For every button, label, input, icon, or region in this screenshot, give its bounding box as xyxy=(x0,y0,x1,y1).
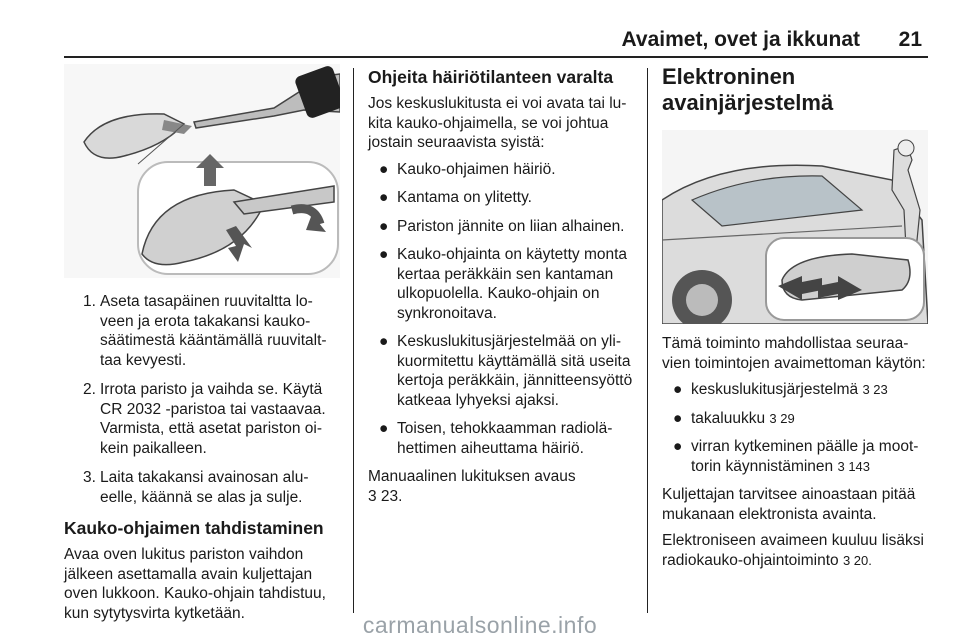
sync-paragraph: Avaa oven lukitus pariston vaihdon jälkeen asettamalla avain kuljettajan oven lukkoon. Kauko-ohjain tahdistuu, kun sytytysvirta kytketään. xyxy=(64,546,326,622)
page-number: 21 xyxy=(898,28,922,51)
list-item: ● Kauko-ohjaimen häiriö. xyxy=(379,160,556,178)
column-2 xyxy=(368,64,634,506)
page-reference-link[interactable]: 3 143 xyxy=(837,458,871,474)
bullet-text: Keskuslukitusjärjestelmää on ylikuormitettu käyttämällä sitä useita kertoja peräkkäin, jännitteensyöttö katkeaa lyhyeksi ajaksi. xyxy=(397,333,633,409)
section-heading-troubleshooting: Ohjeita häiriötilanteen varalta xyxy=(368,67,614,87)
bullet-text: takaluukku xyxy=(691,409,766,427)
bullet-text: Pariston jännite on liian alhainen. xyxy=(397,217,625,235)
page-header-title: Avaimet, ovet ja ikkunat xyxy=(621,28,860,51)
page-reference-link[interactable]: 3 23 xyxy=(862,382,888,397)
page-reference-link[interactable]: 3 23. xyxy=(368,487,403,505)
watermark: carmanualsonline.info xyxy=(362,612,598,638)
step-number: 1. xyxy=(83,293,96,310)
manual-unlock-reference xyxy=(368,467,634,506)
list-item: ● Keskuslukitusjärjestelmää on ylikuormitettu käyttämällä sitä useita kertoja peräkkäin, jännitteensyöttö katkeaa lyhyeksi ajaksi. xyxy=(379,333,633,409)
list-item: ● takaluukku 3 29 xyxy=(673,409,795,427)
list-item: ● Kantama on ylitetty. xyxy=(379,189,532,206)
car-door-handle-illustration xyxy=(662,130,928,324)
column-divider-1 xyxy=(353,68,354,613)
heading-line-1: Elektroninen xyxy=(662,64,796,89)
para-2-text: Elektroniseen avaimeen kuuluu lisäksi radiokauko-ohjaintoiminto xyxy=(662,532,924,569)
step-text: Irrota paristo ja vaihda se. Käytä CR 2032 -paristoa tai vastaavaa. Varmista, että asetat pariston oikein paikalleen. xyxy=(100,381,326,457)
step-text: Laita takakansi avainosan alueelle, käännä se alas ja sulje. xyxy=(100,469,309,506)
bullet-text: Toisen, tehokkaamman radiolähettimen aiheuttama häiriö. xyxy=(397,420,613,457)
manual-unlock-text: Manuaalinen lukituksen avaus xyxy=(368,468,576,485)
list-item: ● Pariston jännite on liian alhainen. xyxy=(379,217,625,235)
troubleshooting-list xyxy=(368,160,634,459)
step-text: Aseta tasapäinen ruuvitaltta loveen ja erota takakansi kaukosäätimestä kääntämällä ruuvitalttaa kevyesti. xyxy=(100,293,327,369)
bullet-text: keskuslukitusjärjestelmä xyxy=(691,381,859,398)
electronic-key-features-list xyxy=(662,380,928,476)
bullet-text: Kantama on ylitetty. xyxy=(397,189,532,206)
list-item xyxy=(64,468,340,507)
battery-steps-list xyxy=(64,292,340,507)
electronic-key-intro: Tämä toiminto mahdollistaa seuraavien toimintojen avaimettoman käytön: xyxy=(662,335,926,372)
troubleshooting-intro: Jos keskuslukitusta ei voi avata tai lukita kauko-ohjaimella, se voi johtua jostain seuraavista syistä: xyxy=(368,95,627,151)
page-reference-link[interactable]: 3 29 xyxy=(769,410,795,426)
step-number: 2. xyxy=(83,381,96,398)
list-item: ● Toisen, tehokkaamman radiolähettimen aiheuttama häiriö. xyxy=(379,420,613,457)
list-item: ● Kauko-ohjainta on käytetty monta kertaa peräkkäin sen kantaman ulkopuolella. Kauko-ohjain on synkronoitava. xyxy=(379,246,628,322)
section-heading-sync: Kauko-ohjaimen tahdistaminen xyxy=(64,518,324,538)
step-number: 3. xyxy=(83,469,96,486)
bullet-text: Kauko-ohjainta on käytetty monta kertaa peräkkäin sen kantaman ulkopuolella. Kauko-ohjain on synkronoitava. xyxy=(397,246,628,322)
list-item: ● keskuslukitusjärjestelmä 3 23 xyxy=(673,381,888,398)
column-divider-2 xyxy=(647,68,648,613)
electronic-key-para-1: Kuljettajan tarvitsee ainoastaan pitää mukanaan elektronista avainta. xyxy=(662,486,916,523)
page-reference-link[interactable]: 3 20. xyxy=(842,552,872,568)
page-header xyxy=(64,0,928,56)
key-battery-illustration xyxy=(64,64,340,278)
header-rule xyxy=(64,56,928,58)
heading-line-2: avainjärjestelmä xyxy=(662,90,834,115)
column-3 xyxy=(662,64,928,577)
list-item xyxy=(64,292,340,370)
bullet-text: virran kytkeminen päälle ja moottorin käynnistäminen xyxy=(691,438,919,475)
list-item: ● virran kytkeminen päälle ja moottorin käynnistäminen 3 143 xyxy=(673,438,919,475)
section-heading-electronic-key xyxy=(662,64,928,116)
list-item xyxy=(64,380,340,458)
bullet-text: Kauko-ohjaimen häiriö. xyxy=(397,160,556,178)
column-1 xyxy=(64,64,340,630)
electronic-key-para-2 xyxy=(662,531,928,570)
